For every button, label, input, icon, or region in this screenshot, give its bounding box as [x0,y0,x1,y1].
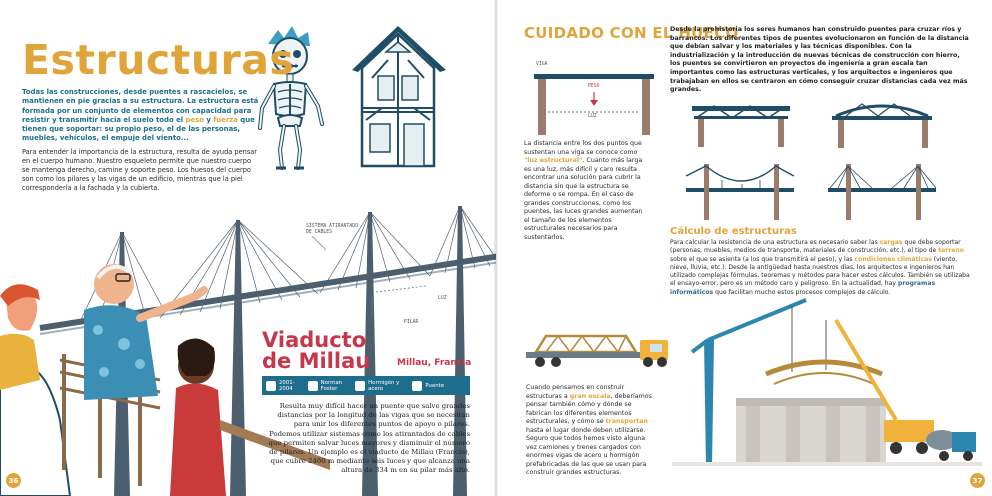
viaduct-title: Viaducto de Millau [262,328,371,373]
page-title: Estructuras [22,36,295,84]
page-number-right: 37 [970,473,985,488]
clock-icon [266,381,276,391]
architect-value: Norman Foster [320,379,343,392]
viaduct-info-bar [262,376,470,395]
cables-label: SISTEMA ATIRANTADO DE CABLES [306,224,358,235]
bridge-types-diagram [686,104,936,220]
pillar-label: PILAR [404,320,419,325]
years-value: 2001- 2004 [279,379,295,392]
calc-title: Cálculo de estructuras [670,226,797,237]
body-paragraph: Para entender la importancia de la estructura, resulta de ayuda pensar en el cuerpo humano. Nuestro esqueleto permite que nuestro cuerpo se mantenga derecho, camine y soporte peso. Los huesos del cuerpo son como los pilares y las vigas de un edificio, mientras que la piel correspondería a la fachada y la cubierta. [22,148,258,192]
transport-paragraph: Cuando pensamos en construir estructuras a gran escala, deberíamos pensar también cómo y dónde se fabrican los diferentes elementos estructurales, y cómo se transportan hasta el lugar donde deben utilizarse. Seguro que todos hemos visto alguna vez camiones y trenes cargados con enormes vigas de acero u hormigón prefabricadas de las que se usan para construir grandes estructuras. [526,384,652,476]
people-illustration [0,264,226,496]
section-title: CUIDADO CON EL HUECO [524,24,739,42]
span-label-right: LUZ [588,114,597,119]
span-explanation: La distancia entre los dos puntos que sustentan una viga se conoce como "luz estructural". Cuanto más larga es una luz, más difícil y caro resulta encontrar una solución para cubrir la distancia sin que la estructura se deforme o se rompa. En el caso de grandes construcciones, como los puentes, las luces grandes aumentan el tamaño de los elementos estructurales necesarios para sustentarlos. [524,140,643,241]
span-label: LUZ [438,296,447,301]
type-value: Puente [425,382,445,389]
calc-paragraph: Para calcular la resistencia de una estructura es necesario saber las cargas que debe soportar (personas, muebles, medios de transporte, materiales de construcción, etc.), el tipo de terreno sobre el que se asienta (a los que transmitirá el peso), y las condiciones climáticas (viento, nieve, lluvia, etc.). Desde la antigüedad hasta nuestros días, los arquitectos e ingenieros han utilizado complejas fórmulas, teoremas y métodos para hacer estos cálculos. También se utilizaba el ensayo-error, pero es un método caro y peligroso. En la actualidad, hay programas informáticos que facilitan mucho estos procesos complejos de cálculo. [670,239,970,296]
truck-illustration [526,336,668,367]
viaduct-location: Millau, Francia [397,358,472,368]
intro-paragraph: Todas las construcciones, desde puentes a rascacielos, se mantienen en pie gracias a su estructura. La estructura está formada por un conjunto de elementos con capacidad para resistir y transmitir hacia el suelo todo el peso y fuerza que tienen que soportar: su propio peso, el de las personas, muebles, vehículos, el empuje del viento... [22,88,259,143]
architect-icon [308,381,318,391]
materials-value: Hormigón y acero [368,379,400,392]
weight-label: PESO [588,84,600,89]
bridge-type-icon [412,381,422,391]
construction-scene-illustration [672,300,982,466]
viaduct-description: Resulta muy difícil hacer un puente que salve grandes distancias por la longitud de las vigas que se necesitan para unir los diferentes puntos de apoyo o pilares. Podemos utilizar sistemas como los atirantados de cables que permiten salvar luces mayores y disminuir el número de pilares. Un ejemplo es el viaducto de Millau (Francia), que cubre 2460 m mediante seis luces y que alcanza una altura de 334 m en su pilar más alto. [268,402,470,475]
page-number-left: 36 [6,473,21,488]
materials-icon [355,381,365,391]
beam-label: VIGA [536,62,548,67]
right-page [496,0,992,496]
house-illustration [352,26,446,166]
book-gutter [494,0,498,496]
section-intro: Desde la prehistoria los seres humanos han construido puentes para cruzar ríos y barrancos. Los diferentes tipos de puentes evolucionaron en función de la distancia que debían salvar y los materiales y las técnicas disponibles. Con la industrialización y la introducción de nuevas técnicas de construcción con hierro, los puentes se convirtieron en proyectos de ingeniería a gran escala tan importantes como las estructuras verticales, y los arquitectos e ingenieros que trabajaban en ellos se centraron en cómo conseguir cruzar distancias cada vez más grandes. [670,26,969,94]
